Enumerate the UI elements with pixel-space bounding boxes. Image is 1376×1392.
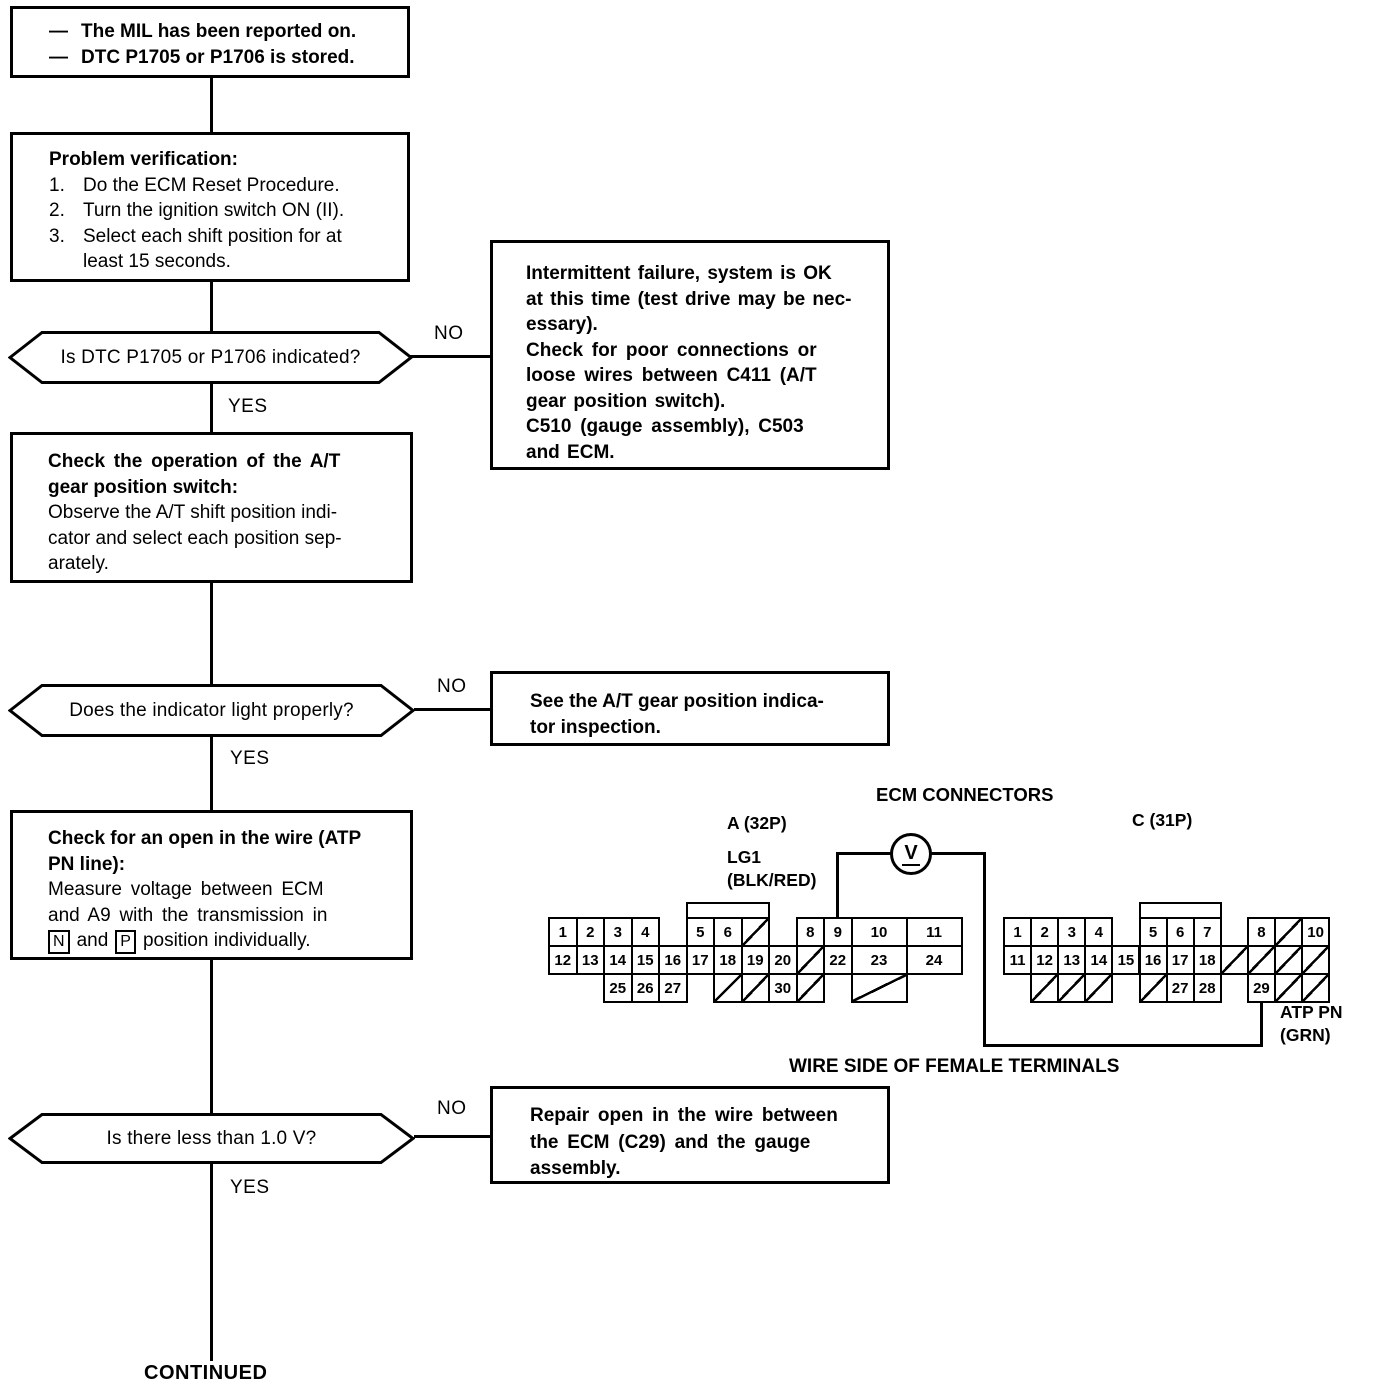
no-label: NO [437,1098,467,1119]
decision-question: Is there less than 1.0 V? [106,1127,317,1149]
decision-question: Does the indicator light properly? [69,699,354,721]
pin-5: 5 [686,917,716,947]
text-line: and A9 with the transmission in [48,904,328,926]
connector-line [210,1163,213,1361]
pin-20: 20 [768,945,798,975]
pin-13: 13 [576,945,606,975]
pin-11: 11 [1003,945,1032,975]
text-line: and ECM. [526,441,615,463]
decision-indicator-light [8,683,415,738]
dash-bullet: — [49,21,68,42]
text-line: assembly. [530,1158,621,1179]
connector-c-pin-grid [1003,902,1331,1003]
text-line [48,928,404,954]
pin-4: 4 [1084,917,1113,947]
pin-12: 12 [548,945,578,975]
problem-verification-box [10,132,410,282]
pin-blocked [851,973,908,1003]
no-branch-line [406,355,490,358]
text-line [49,45,399,71]
pin-10: 10 [1301,917,1330,947]
box-title-line: PN line): [48,853,126,875]
text-line: Check for poor connections or [526,339,817,361]
pin-10: 10 [851,917,908,947]
atp-wire-riser [1260,1000,1263,1047]
voltmeter-wire-right [983,852,986,1047]
pin-1: 1 [548,917,578,947]
pin-blocked [1220,945,1249,975]
text-line: Intermittent failure, system is OK [526,263,832,284]
pin-blocked [741,917,771,947]
pin-3: 3 [603,917,633,947]
boxed-p-symbol: P [115,930,136,954]
text-line: Observe the A/T shift position indi- [48,502,338,523]
pin-15: 15 [631,945,661,975]
list-item: 2. Turn the ignition switch ON (II). [49,200,345,221]
no-label: NO [434,323,464,344]
start-line-1: The MIL has been reported on. [81,21,357,42]
text-fragment: position individually. [142,930,311,951]
pin-blocked [1274,917,1303,947]
atp-wire-bottom [983,1044,1263,1047]
pin-3: 3 [1057,917,1086,947]
box-title-line: Check the operation of the A/T [48,451,341,472]
connector-line [210,280,213,332]
wire-label-atp-pn: ATP PN [1280,1002,1343,1022]
pin-8: 8 [1247,917,1276,947]
connector-line [210,736,213,812]
pin-18: 18 [1193,945,1222,975]
wire-side-footer: WIRE SIDE OF FEMALE TERMINALS [789,1056,1120,1077]
no-branch-line [414,1135,492,1138]
pin-6: 6 [1166,917,1195,947]
connector-line [210,76,213,134]
pin-14: 14 [603,945,633,975]
connector-line [210,958,213,1114]
pin-23: 23 [851,945,908,975]
pin-blocked [1301,973,1330,1003]
pin-blocked [796,973,826,1003]
box-title: Problem verification: [49,149,238,170]
pin-27: 27 [1166,973,1195,1003]
pin-blocked [1247,945,1276,975]
pin-blocked [1084,973,1113,1003]
yes-label: YES [228,396,268,417]
dash-bullet: — [49,46,68,68]
pin-22: 22 [823,945,853,975]
ecm-connectors-title: ECM CONNECTORS [876,784,1054,805]
pin-7: 7 [1193,917,1222,947]
pin-blocked [713,973,743,1003]
intermittent-failure-box [490,240,890,470]
pin-17: 17 [686,945,716,975]
box-title-line: Check for an open in the wire (ATP [48,828,362,849]
pin-blocked [1301,945,1330,975]
text-line [49,19,399,45]
pin-blocked [1274,973,1303,1003]
pin-19: 19 [741,945,771,975]
pin-26: 26 [631,973,661,1003]
voltmeter-v: V [904,841,918,864]
pin-25: 25 [603,973,633,1003]
text-line: C510 (gauge assembly), C503 [526,416,804,437]
text-line: arately. [48,553,109,574]
decision-voltage [8,1112,415,1165]
wire-label-grn: (GRN) [1280,1025,1331,1045]
pin-8: 8 [796,917,826,947]
connector-a-label: A (32P) [727,813,787,833]
pin-9: 9 [823,917,853,947]
box-title-line: gear position switch: [48,476,239,498]
pin-16: 16 [658,945,688,975]
pin-1: 1 [1003,917,1032,947]
continued-label: CONTINUED [144,1362,268,1384]
pin-27: 27 [658,973,688,1003]
yes-label: YES [230,1177,270,1198]
pin-blocked [1057,973,1086,1003]
text-line: See the A/T gear position indica- [530,691,824,712]
pin-14: 14 [1084,945,1113,975]
text-line: cator and select each position sep- [48,527,342,549]
decision-question: Is DTC P1705 or P1706 indicated? [60,346,361,368]
pin-blocked [1139,973,1168,1003]
pin-18: 18 [713,945,743,975]
no-branch-line [414,708,492,711]
repair-wire-box [490,1086,890,1184]
pin-15: 15 [1111,945,1140,975]
pin-30: 30 [768,973,798,1003]
check-open-wire-box [10,810,413,960]
pin-12: 12 [1030,945,1059,975]
text-line: at this time (test drive may be nec- [526,288,852,310]
text-line: Repair open in the wire between [530,1105,838,1126]
pin-4: 4 [631,917,661,947]
pin-blocked [1274,945,1303,975]
yes-label: YES [230,748,270,769]
text-line: gear position switch). [526,390,726,412]
no-label: NO [437,676,467,697]
voltmeter-icon [890,833,932,875]
pin-17: 17 [1166,945,1195,975]
boxed-n-symbol: N [48,930,70,954]
decision-dtc-indicated [8,330,413,385]
pin-2: 2 [1030,917,1059,947]
pin-11: 11 [906,917,963,947]
pin-blocked [741,973,771,1003]
connector-c-label: C (31P) [1132,810,1193,830]
pin-blocked [796,945,826,975]
pin-6: 6 [713,917,743,947]
text-fragment: and [76,930,109,951]
check-operation-box [10,432,413,583]
pin-blocked [1030,973,1059,1003]
text-line: the ECM (C29) and the gauge [530,1131,811,1153]
list-item: 3. Select each shift position for at least 15 seconds. [49,225,342,272]
pin-16: 16 [1139,945,1168,975]
text-line: essary). [526,314,598,335]
pin-2: 2 [576,917,606,947]
text-line: Measure voltage between ECM [48,879,324,900]
pin-24: 24 [906,945,963,975]
connector-a-pin-grid [548,902,963,1003]
pin-13: 13 [1057,945,1086,975]
text-line: tor inspection. [530,716,661,738]
connector-line [210,383,213,434]
text-line: loose wires between C411 (A/T [526,365,817,386]
wire-label-blkred: (BLK/RED) [727,870,817,890]
connector-line [210,581,213,685]
pin-29: 29 [1247,973,1276,1003]
see-inspection-box [490,671,890,746]
list-item: 1. Do the ECM Reset Procedure. [49,174,340,196]
wire-label-lg1: LG1 [727,847,762,867]
pin-28: 28 [1193,973,1222,1003]
start-box [10,6,410,78]
pin-5: 5 [1139,917,1168,947]
start-line-2: DTC P1705 or P1706 is stored. [81,46,355,68]
